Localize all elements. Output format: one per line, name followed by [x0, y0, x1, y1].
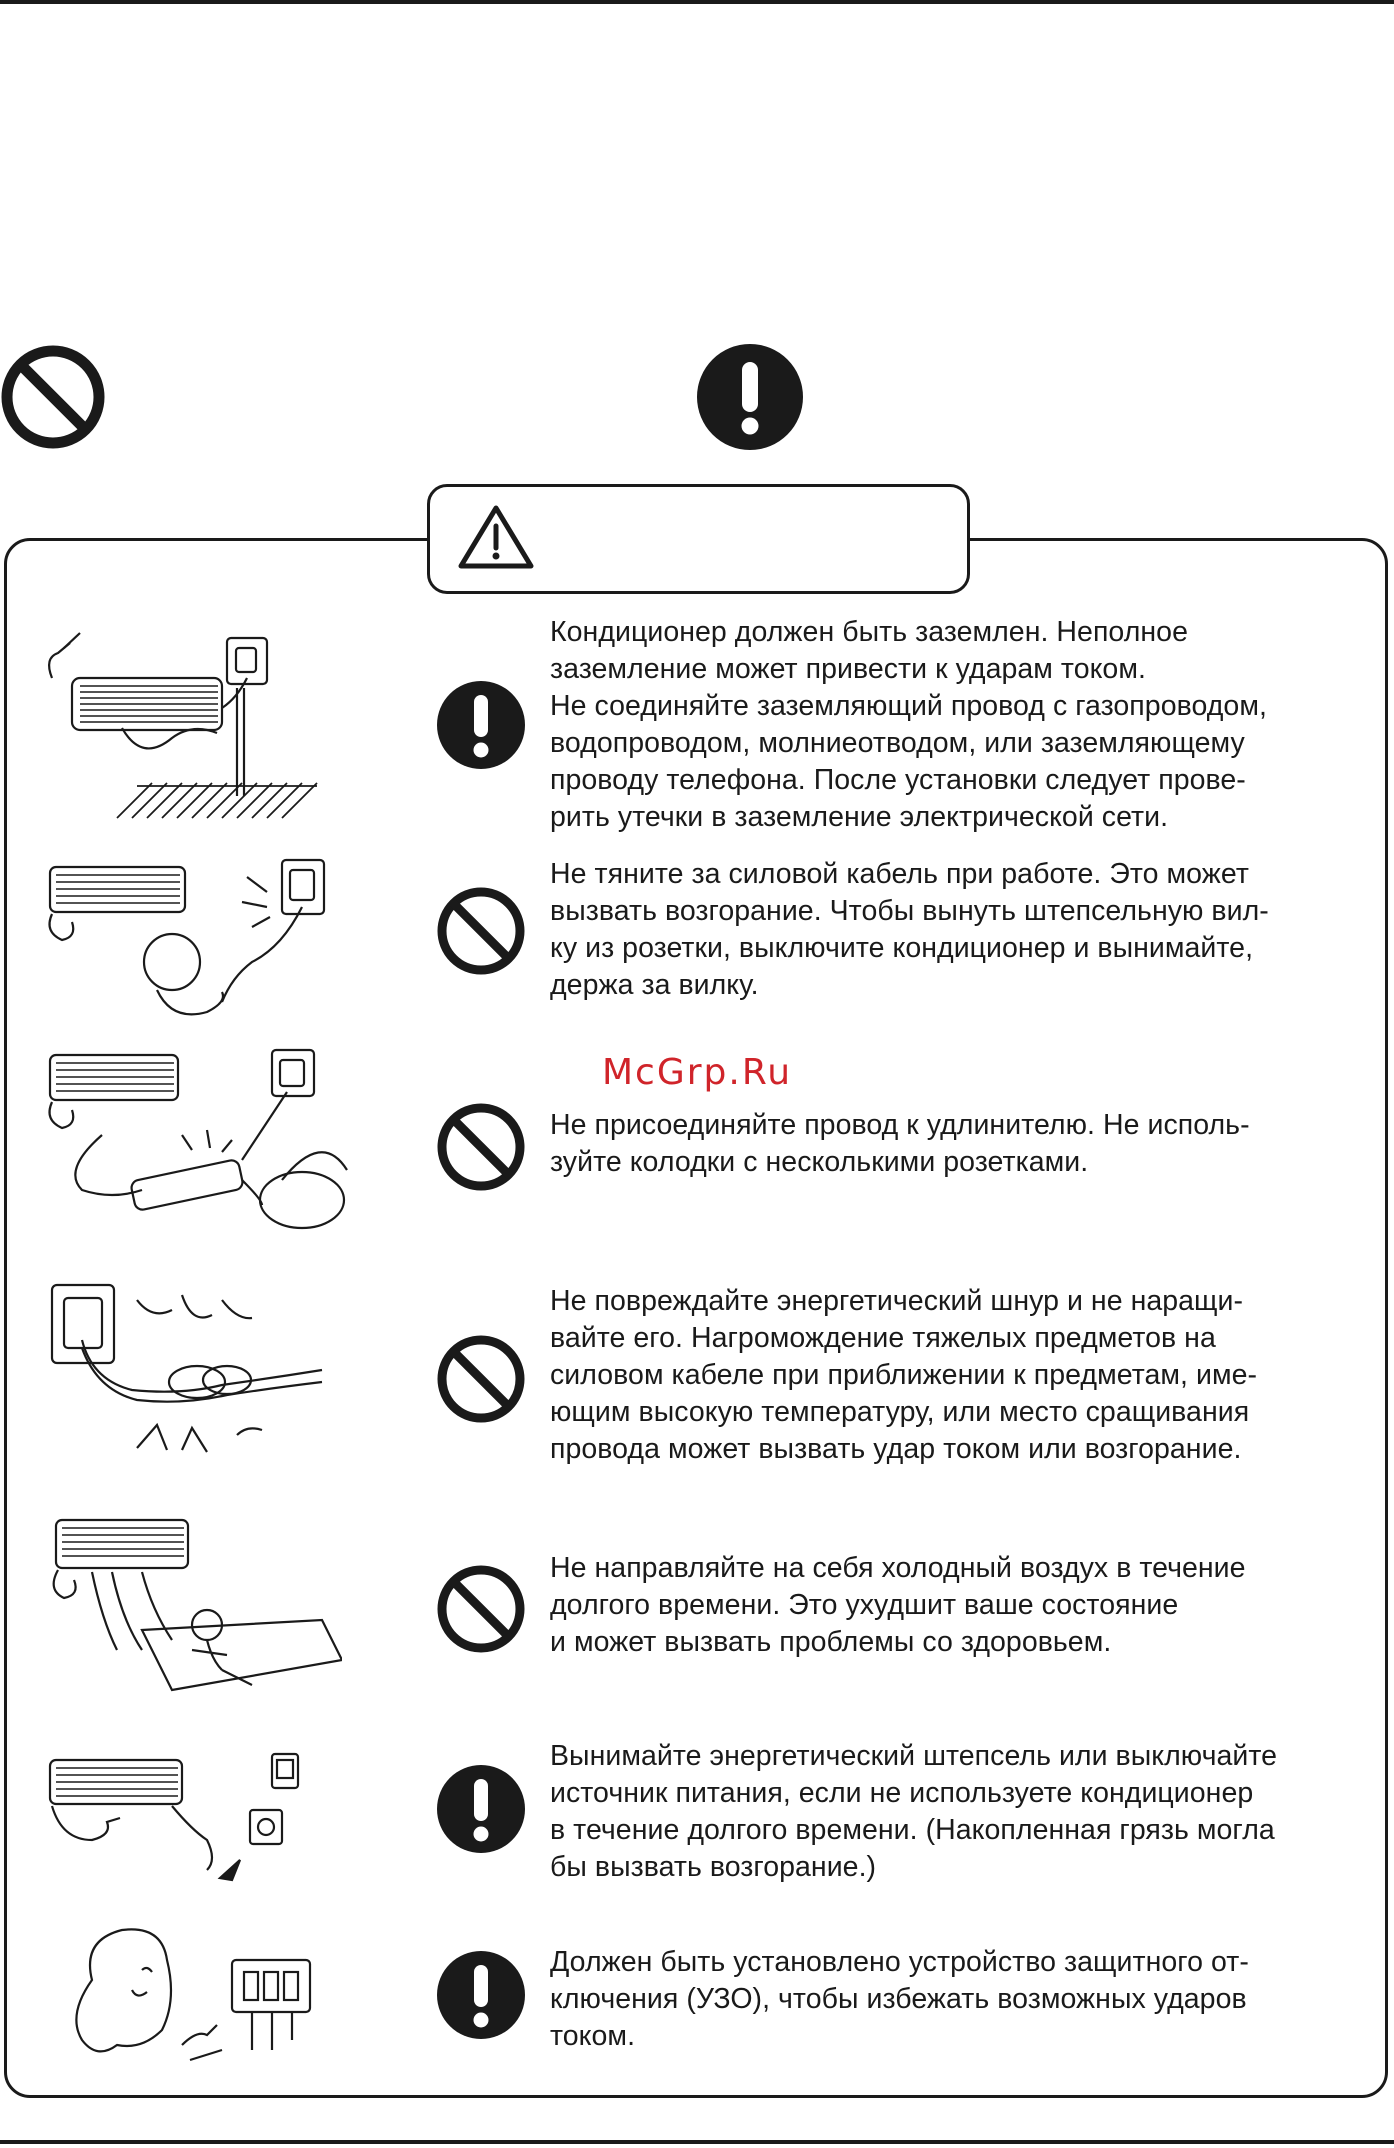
mandatory-exclamation-icon — [697, 344, 803, 450]
pull-cable-illustration — [22, 852, 342, 1032]
warning-text-grounding: Кондиционер должен быть заземлен. Неполное заземление может привести к ударам током. Не соединяйте заземляющий провод с газопроводом, водопроводом, молниеотводом, или заземляющему проводу телефона. После установки следует прове- рить утечки в заземление электрической сети. — [550, 616, 1267, 833]
grounding-illustration — [22, 628, 342, 838]
bottom-rule — [0, 2140, 1394, 2144]
prohibition-icon — [0, 344, 106, 450]
rcd-illustration — [22, 1920, 342, 2070]
mandatory-exclamation-icon — [436, 1764, 526, 1854]
mandatory-exclamation-icon — [436, 1950, 526, 2040]
mandatory-exclamation-icon — [436, 680, 526, 770]
prohibition-icon — [436, 1334, 526, 1424]
warning-text-pull-cable: Не тяните за силовой кабель при работе. Это может вызвать возгорание. Чтобы вынуть штепсельную вил- ку из розетки, выключите кондиционер и вынимайте, держа за вилку. — [550, 858, 1269, 1001]
top-rule — [0, 0, 1394, 4]
warning-text-damaged-cord: Не повреждайте энергетический шнур и не наращи- вайте его. Нагромождение тяжелых предметов на силовом кабеле при приближении к предметам, име- ющим высокую температуру, или место сращивания провода может вызвать удар током или возгорание. — [550, 1285, 1258, 1465]
prohibition-icon — [436, 886, 526, 976]
prohibition-icon — [436, 1564, 526, 1654]
prohibition-icon — [436, 1102, 526, 1192]
extension-cord-illustration — [22, 1040, 362, 1240]
cold-air-illustration — [22, 1510, 342, 1710]
watermark: McGrp.Ru — [602, 1052, 793, 1093]
damaged-cord-illustration — [22, 1270, 342, 1480]
warning-text-extension: Не присоединяйте провод к удлинителю. Не исполь- зуйте колодки с несколькими розетками. — [550, 1109, 1250, 1178]
warning-text-rcd: Должен быть установлено устройство защитного от- ключения (УЗО), чтобы избежать возможных ударов током. — [550, 1946, 1249, 2052]
unplug-illustration — [22, 1740, 342, 1900]
warning-text-unplug: Вынимайте энергетический штепсель или выключайте источник питания, если не используете кондиционер в течение долгого времени. (Накопленная грязь могла бы вызвать возгорание.) — [550, 1740, 1278, 1883]
warning-text-cold-air: Не направляйте на себя холодный воздух в течение долгого времени. Это ухудшит ваше состояние и может вызвать проблемы со здоровьем. — [550, 1552, 1246, 1658]
caution-tab — [427, 484, 970, 594]
caution-triangle-icon — [456, 502, 536, 572]
